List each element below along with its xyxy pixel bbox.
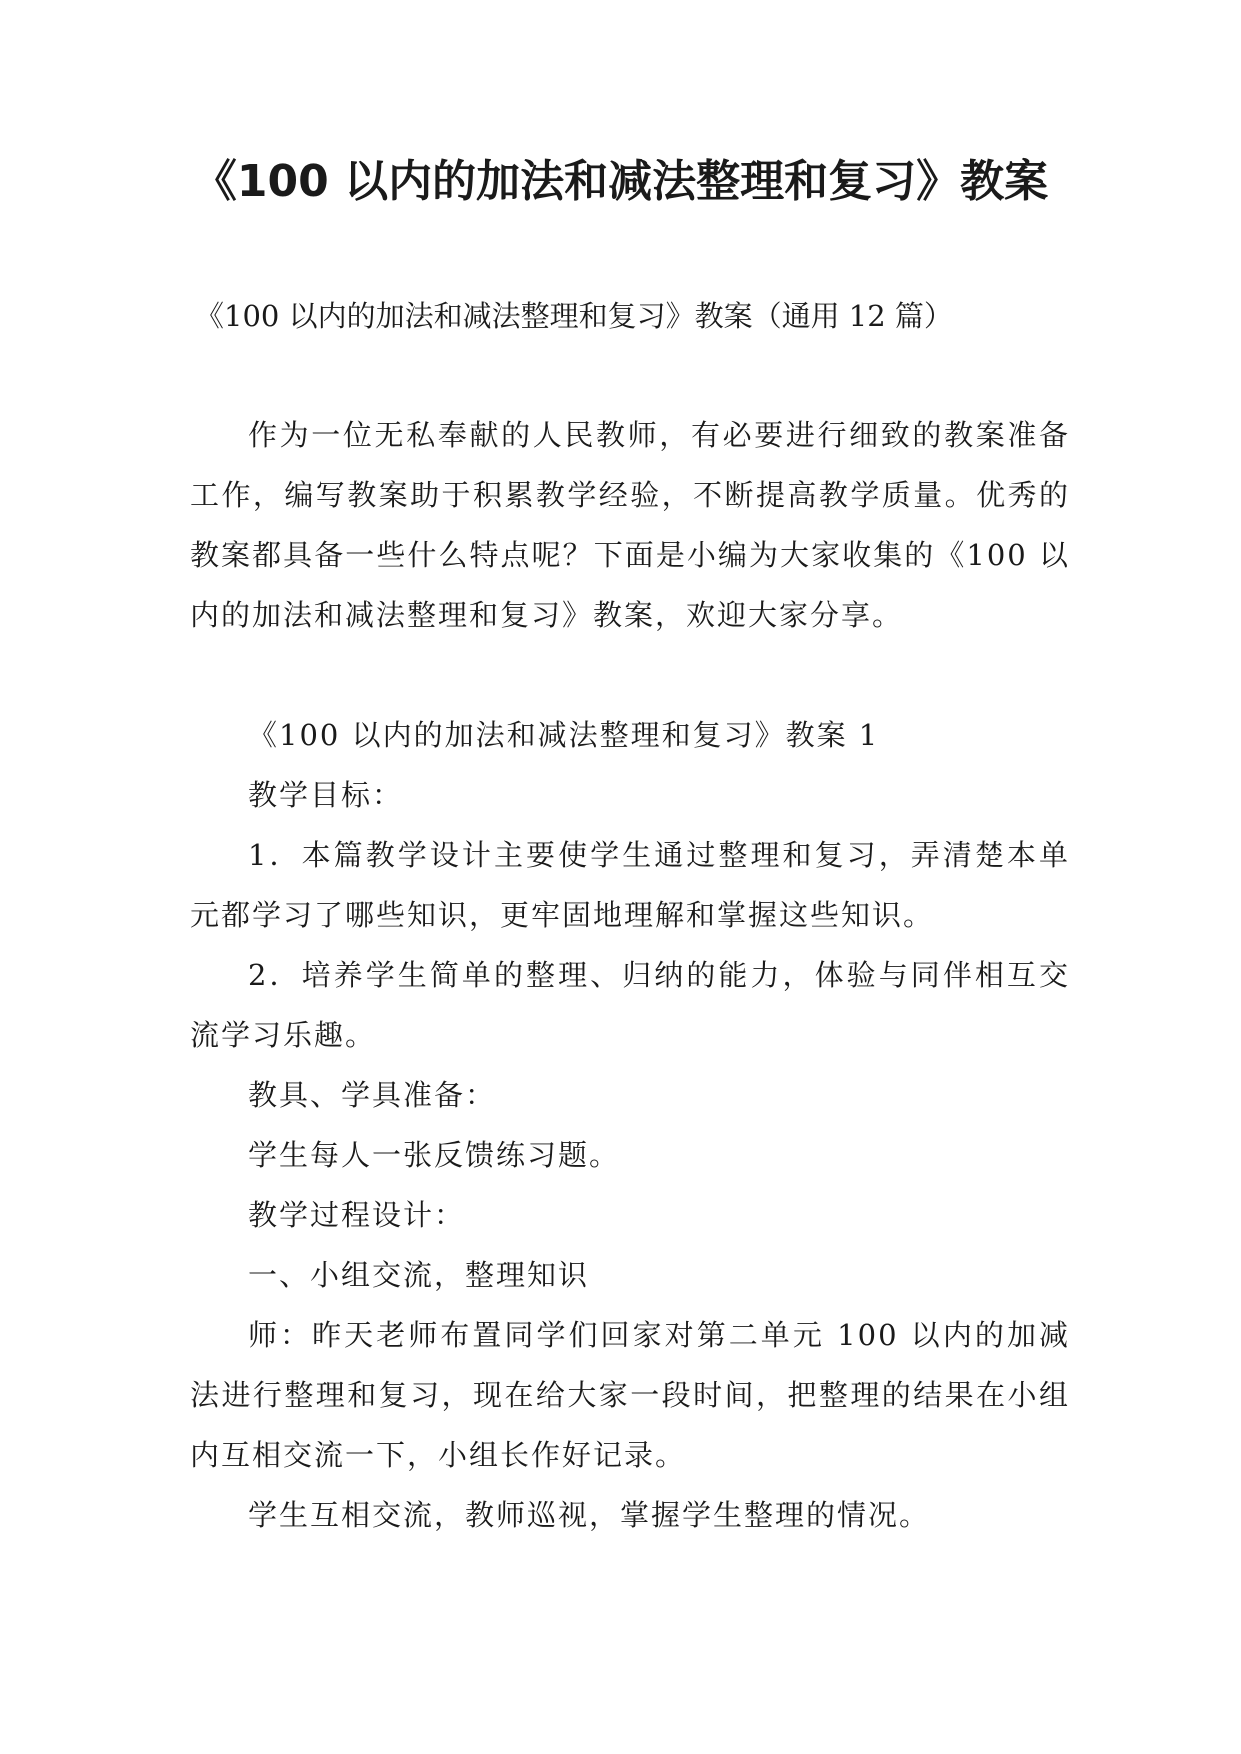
- tools-label: 教具、学具准备：: [248, 1078, 497, 1112]
- goals-label: 教学目标：: [248, 778, 404, 812]
- intro-paragraph: 作为一位无私奉献的人民教师，有必要进行细致的教案准备工作，编写教案助于积累教学经验，不断提高教学质量。优秀的教案都具备一些什么特点呢？下面是小编为大家收集的《100 以内的加法和减法整理和复习》教案，欢迎大家分享。: [190, 418, 1070, 632]
- teacher-paragraph: 师：昨天老师布置同学们回家对第二单元 100 以内的加减法进行整理和复习，现在给大家一段时间，把整理的结果在小组内互相交流一下，小组长作好记录。: [190, 1318, 1070, 1472]
- goal-item-1: 1．本篇教学设计主要使学生通过整理和复习，弄清楚本单元都学习了哪些知识，更牢固地理解和掌握这些知识。: [190, 838, 1070, 932]
- paragraph-gap: [190, 645, 1070, 705]
- tools-text: 学生每人一张反馈练习题。: [248, 1138, 621, 1172]
- students-paragraph: 学生互相交流，教师巡视，掌握学生整理的情况。: [248, 1498, 931, 1532]
- process-label: 教学过程设计：: [248, 1198, 466, 1232]
- section-heading: 《100 以内的加法和减法整理和复习》教案 1: [248, 718, 880, 752]
- document-body: [190, 405, 1070, 1545]
- step-heading-1: 一、小组交流，整理知识: [248, 1258, 590, 1292]
- document-title: 《100 以内的加法和减法整理和复习》教案: [192, 156, 1049, 207]
- document-subtitle: 《100 以内的加法和减法整理和复习》教案（通用 12 篇）: [195, 299, 953, 333]
- goal-item-2: 2．培养学生简单的整理、归纳的能力，体验与同伴相互交流学习乐趣。: [190, 958, 1070, 1052]
